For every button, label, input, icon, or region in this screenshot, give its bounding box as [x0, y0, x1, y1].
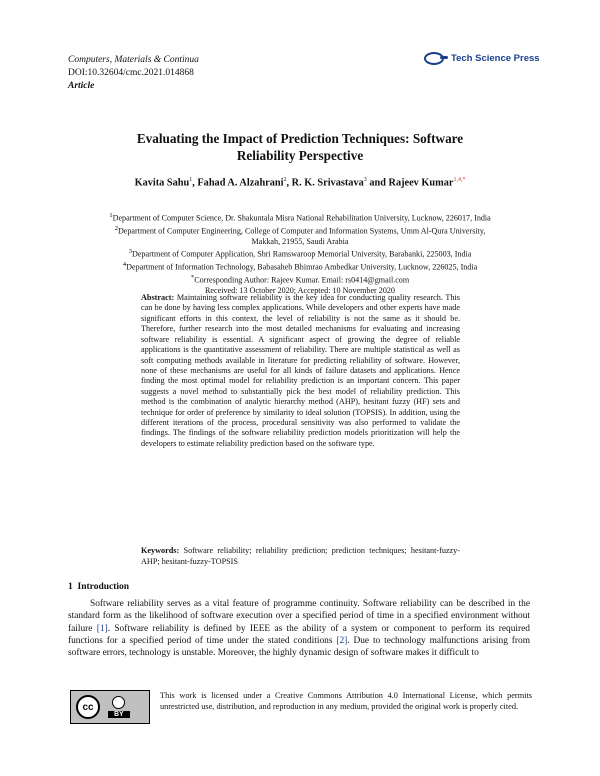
author-name: Fahad A. Alzahrani [197, 177, 284, 189]
author-name: Rajeev Kumar [388, 177, 454, 189]
author-affiliation-mark: 2 [283, 177, 287, 183]
author-affiliation-mark: 3 [363, 177, 367, 183]
author-name: Kavita Sahu [134, 177, 190, 189]
publisher-logo-icon [424, 52, 444, 65]
affiliation-4: $^4$Department of Information Technology, Babasaheb Bhimrao Ambedkar University, Lucknow, 226025, India [122, 261, 478, 272]
publisher-name: Tech Science Press [451, 53, 540, 64]
section-heading [68, 582, 129, 592]
citation-link[interactable]: [2] [336, 635, 348, 646]
publisher-logo [424, 52, 540, 65]
author-affiliation-mark: 1 [189, 177, 193, 183]
received-accepted-dates: Received: 13 October 2020; Accepted: 10 November 2020 [205, 286, 395, 296]
affiliation-3: $^3$Department of Computer Application, Shri Ramswaroop Memorial University, Barabanki, 225003, India [128, 248, 472, 259]
abstract [141, 293, 460, 449]
cc-icon: cc [76, 695, 100, 719]
person-icon [112, 696, 125, 709]
title-line-2: Reliability Perspective [236, 148, 364, 163]
cc-by-badge[interactable] [70, 690, 150, 724]
corresponding-author: *Corresponding Author: Rajeev Kumar. Email: rs0414@gmail.com [190, 274, 410, 285]
author-name: R. K. Srivastava [291, 177, 364, 189]
section-number: 1 [68, 582, 73, 592]
paper-title [60, 130, 540, 164]
article-type: Article [68, 81, 95, 91]
author-affiliation-mark: 1,4,* [453, 177, 466, 183]
author-list [60, 177, 540, 188]
affiliation-1: $^1$Department of Computer Science, Dr. Shakuntala Misra National Rehabilitation University, Lucknow, 226017, India [109, 212, 491, 223]
abstract-label: Abstract: [141, 293, 175, 302]
journal-name: Computers, Materials & Continua [68, 55, 199, 65]
intro-paragraph: Software reliability serves as a vital feature of programme continuity. Software reliability can be described in the standard form as the likelihood of software execution over a specified period of time in a specified environment without failure [1]. Software reliability is defined by IEEE as the ability of a system or component to perform its required functions for a specified period of time under the stated conditions [2]. Due to technology malfunctions arising from software errors, technology is unstable. Moreover, the highly dynamic design of software makes it difficult to [68, 599, 530, 659]
keywords [141, 546, 460, 567]
keywords-text: Software reliability; reliability prediction; prediction techniques; hesitant-fuzzy-AHP; hesitant-fuzzy-TOPSIS [141, 546, 461, 566]
author-separator: , [192, 177, 198, 189]
license-text: This work is licensed under a Creative Commons Attribution 4.0 International License, which permits unrestricted use, distribution, and reproduction in any medium, provided the original work is properly cited. [160, 691, 532, 711]
author-separator: and [366, 177, 389, 189]
author-separator: , [286, 177, 292, 189]
doi: DOI:10.32604/cmc.2021.014868 [68, 68, 194, 78]
keywords-label: Keywords: [141, 546, 180, 555]
citation-link[interactable]: [1] [96, 623, 108, 634]
section-title: Introduction [77, 582, 130, 592]
affiliation-2: $^2$Department of Computer Engineering, College of Computer and Information Systems, Umm Al-Qura University, [114, 224, 486, 236]
by-label: BY [108, 711, 130, 718]
abstract-text: Maintaining software reliability is the key idea for conducting quality research. This can be done by having less complex applications. While developers and other experts have made significant efforts in this context, the level of reliability is not the same as it should be. Therefore, further research into the most detailed mechanisms for evaluating and increasing software reliability is essential. A significant aspect of growing the degree of reliable applications is the quantitative assessment of reliability. There are multiple statistical as well as soft computing methods available in literature for predicting reliability of software. However, none of these mechanisms are useful for all kinds of failure datasets and applications. Hence finding the most optimal model for reliability prediction is an important concern. This paper suggests a novel method to substantially pick the best model of reliability prediction. This method is the combination of analytic hierarchy method (AHP), hesitant fuzzy (HF) sets and technique for order of preference by similarity to ideal solution (TOPSIS). In addition, using the different iterations of the process, procedural sensitivity was also performed to validate the findings. The findings of the software reliability prediction models prioritization will help the developers to estimate reliability prediction based on the software type. [141, 293, 460, 448]
affiliations [60, 211, 540, 297]
title-line-1: Evaluating the Impact of Prediction Techniques: Software [136, 131, 464, 146]
affiliation-2-cont: Makkah, 21955, Saudi Arabia [251, 236, 349, 246]
